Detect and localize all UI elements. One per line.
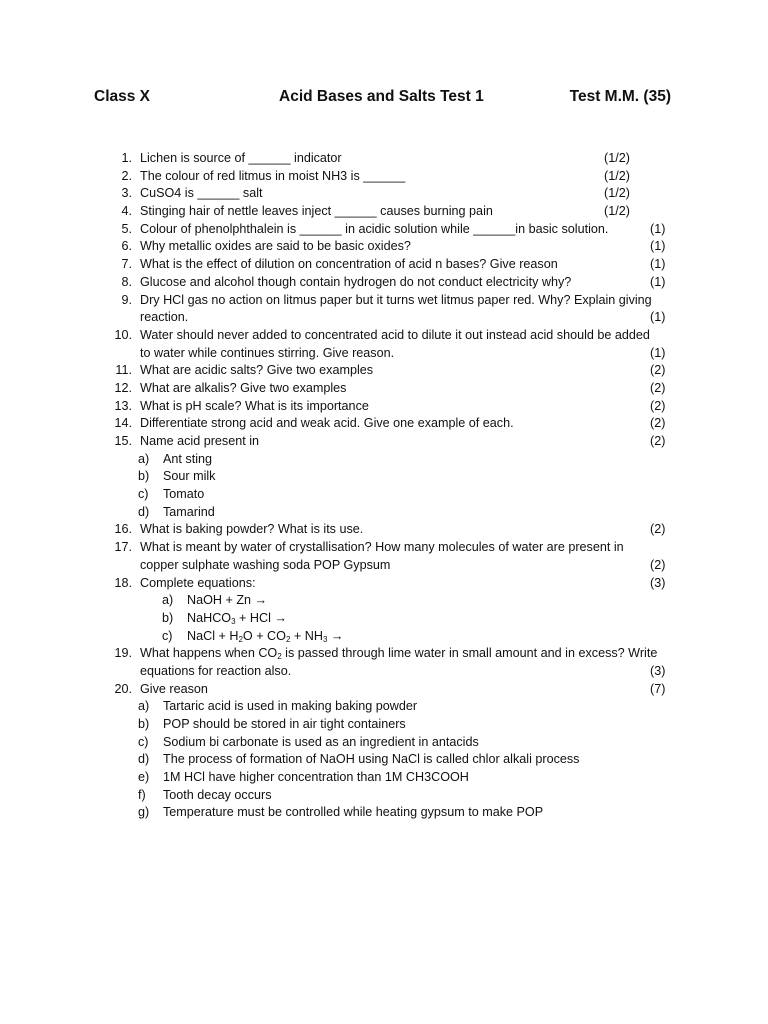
question-number: 19. — [114, 646, 132, 661]
sub-item-letter: c) — [138, 734, 149, 749]
question-marks: (1/2) — [604, 204, 630, 219]
question-text: What is the effect of dilution on concentration of acid n bases? Give reason — [140, 257, 558, 272]
question-number: 2. — [121, 168, 132, 183]
equation-letter: b) — [162, 610, 174, 625]
question-number: 7. — [121, 257, 132, 272]
question-marks: (7) — [650, 681, 666, 696]
equation-text: NaCl + $H_2O + CO_2 + NH_3$ → — [187, 628, 344, 644]
test-title: Acid Bases and Salts Test 1 — [279, 88, 484, 105]
sub-item-letter: b) — [138, 469, 150, 484]
sub-item — [0, 751, 768, 769]
test-header — [94, 88, 674, 110]
question-continuation — [0, 557, 768, 575]
equation-text: NaHCO$_3$ + HCl → — [187, 610, 287, 626]
max-marks: Test M.M. (35) — [569, 88, 671, 105]
question-text-cont: equations for reaction also. — [140, 663, 292, 678]
question-marks: (3) — [650, 575, 666, 590]
question-text: What happens when $CO_2$ is passed through lime water in small amount and in excess? Write — [140, 646, 658, 662]
question-item — [0, 681, 768, 699]
question-text: Lichen is source of ______ indicator — [140, 151, 342, 165]
sub-item-text: Tamarind — [163, 504, 215, 519]
sub-item-text: Tomato — [163, 487, 205, 502]
question-number: 10. — [114, 327, 132, 342]
sub-item-text: Tartaric acid is used in making baking powder — [163, 699, 418, 714]
question-number: 12. — [114, 380, 132, 395]
question-number: 15. — [114, 434, 132, 448]
question-item — [0, 362, 768, 380]
question-item — [0, 150, 768, 168]
question-text: Complete equations: — [140, 575, 256, 590]
question-marks: (1) — [650, 239, 666, 254]
question-item — [0, 398, 768, 416]
sub-item — [0, 451, 768, 469]
question-text: Give reason — [140, 681, 208, 696]
sub-item-text: Sodium bi carbonate is used as an ingredient in antacids — [163, 734, 479, 749]
sub-item — [0, 698, 768, 716]
sub-item-letter: f) — [138, 787, 146, 802]
sub-item-letter: d) — [138, 752, 150, 767]
question-number: 6. — [121, 239, 132, 254]
question-item — [0, 415, 768, 433]
question-text: Water should never added to concentrated acid to dilute it out instead acid should be added — [140, 327, 650, 342]
question-text: What are acidic salts? Give two examples — [140, 363, 374, 378]
question-continuation — [0, 309, 768, 327]
sub-item-letter: a) — [138, 451, 150, 466]
question-marks: (2) — [650, 434, 666, 448]
sub-item-text: POP should be stored in air tight containers — [163, 717, 406, 731]
question-continuation — [0, 345, 768, 363]
question-number: 4. — [121, 204, 132, 219]
question-text: Stinging hair of nettle leaves inject ______ causes burning pain — [140, 204, 493, 219]
question-number: 5. — [121, 221, 132, 236]
question-text: Dry HCl gas no action on litmus paper but it turns wet litmus paper red. Why? Explain giving — [140, 292, 652, 307]
question-number: 18. — [114, 575, 132, 590]
question-marks: (2) — [650, 380, 666, 395]
sub-item-text: Sour milk — [163, 469, 216, 484]
question-text: Colour of phenolphthalein is ______ in acidic solution while ______in basic solution. — [140, 221, 609, 236]
equation-item — [0, 610, 768, 628]
question-marks: (2) — [650, 557, 666, 572]
sub-item-letter: b) — [138, 717, 150, 731]
sub-item-text: 1M HCl have higher concentration than 1M CH3COOH — [163, 770, 469, 785]
question-text: Differentiate strong acid and weak acid. Give one example of each. — [140, 416, 514, 431]
question-item — [0, 185, 768, 203]
question-marks: (1) — [650, 274, 666, 289]
question-number: 9. — [121, 292, 132, 307]
sub-item-text: Tooth decay occurs — [163, 787, 272, 802]
equation-item — [0, 628, 768, 646]
sub-item — [0, 486, 768, 504]
question-marks: (1) — [650, 257, 666, 272]
equation-letter: a) — [162, 593, 174, 608]
question-item — [0, 433, 768, 451]
question-marks: (1/2) — [604, 168, 630, 183]
question-item — [0, 327, 768, 345]
sub-item-letter: a) — [138, 699, 150, 714]
question-item — [0, 274, 768, 292]
question-marks: (2) — [650, 398, 666, 413]
sub-item — [0, 734, 768, 752]
sub-item — [0, 468, 768, 486]
sub-item — [0, 787, 768, 805]
question-number: 14. — [114, 416, 132, 431]
sub-item — [0, 769, 768, 787]
question-number: 17. — [114, 540, 132, 555]
question-item — [0, 539, 768, 557]
question-text: Name acid present in — [140, 434, 260, 448]
sub-item — [0, 716, 768, 734]
question-marks: (2) — [650, 416, 666, 431]
question-continuation — [0, 663, 768, 681]
question-number: 8. — [121, 274, 132, 289]
question-text: CuSO4 is ______ salt — [140, 186, 263, 201]
question-marks: (2) — [650, 363, 666, 378]
question-item — [0, 256, 768, 274]
question-item — [0, 521, 768, 539]
question-item — [0, 575, 768, 593]
question-marks: (1) — [650, 221, 666, 236]
question-text: What is meant by water of crystallisation? How many molecules of water are present in — [140, 540, 624, 555]
sub-item-text: Ant sting — [163, 451, 213, 466]
question-list — [0, 150, 768, 822]
question-number: 3. — [121, 186, 132, 201]
sub-item-text: The process of formation of NaOH using NaCl is called chlor alkali process — [163, 752, 580, 767]
question-item — [0, 221, 768, 239]
sub-item-letter: d) — [138, 504, 150, 519]
question-number: 20. — [114, 681, 132, 696]
class-label: Class X — [94, 88, 151, 105]
sub-item-letter: e) — [138, 770, 150, 785]
question-item — [0, 292, 768, 310]
question-item — [0, 203, 768, 221]
question-number: 11. — [115, 363, 132, 378]
question-marks: (1) — [650, 310, 666, 325]
equation-item — [0, 592, 768, 610]
question-item — [0, 168, 768, 186]
question-marks: (1) — [650, 345, 666, 360]
question-item — [0, 645, 768, 663]
question-marks: (1/2) — [604, 186, 630, 201]
question-text: What are alkalis? Give two examples — [140, 380, 347, 395]
question-text-cont: reaction. — [140, 310, 189, 325]
question-marks: (2) — [650, 522, 666, 537]
question-text: What is baking powder? What is its use. — [140, 522, 364, 537]
question-text-cont: to water while continues stirring. Give reason. — [140, 345, 395, 360]
sub-item-text: Temperature must be controlled while heating gypsum to make POP — [163, 805, 544, 820]
equation-text: NaOH + Zn → — [187, 593, 268, 608]
question-text: Why metallic oxides are said to be basic oxides? — [140, 239, 411, 254]
question-number: 1. — [121, 151, 132, 165]
question-marks: (1/2) — [604, 151, 630, 165]
question-text-cont: copper sulphate washing soda POP Gypsum — [140, 557, 391, 572]
question-text: The colour of red litmus in moist NH3 is ______ — [140, 168, 406, 183]
question-number: 16. — [114, 522, 132, 537]
sub-item — [0, 504, 768, 522]
sub-item-letter: g) — [138, 805, 150, 820]
equation-letter: c) — [162, 628, 173, 643]
question-number: 13. — [114, 398, 132, 413]
question-text: What is pH scale? What is its importance — [140, 398, 369, 413]
question-text: Glucose and alcohol though contain hydrogen do not conduct electricity why? — [140, 274, 572, 289]
sub-item-letter: c) — [138, 487, 149, 502]
question-marks: (3) — [650, 663, 666, 678]
question-item — [0, 238, 768, 256]
sub-item — [0, 804, 768, 822]
question-item — [0, 380, 768, 398]
